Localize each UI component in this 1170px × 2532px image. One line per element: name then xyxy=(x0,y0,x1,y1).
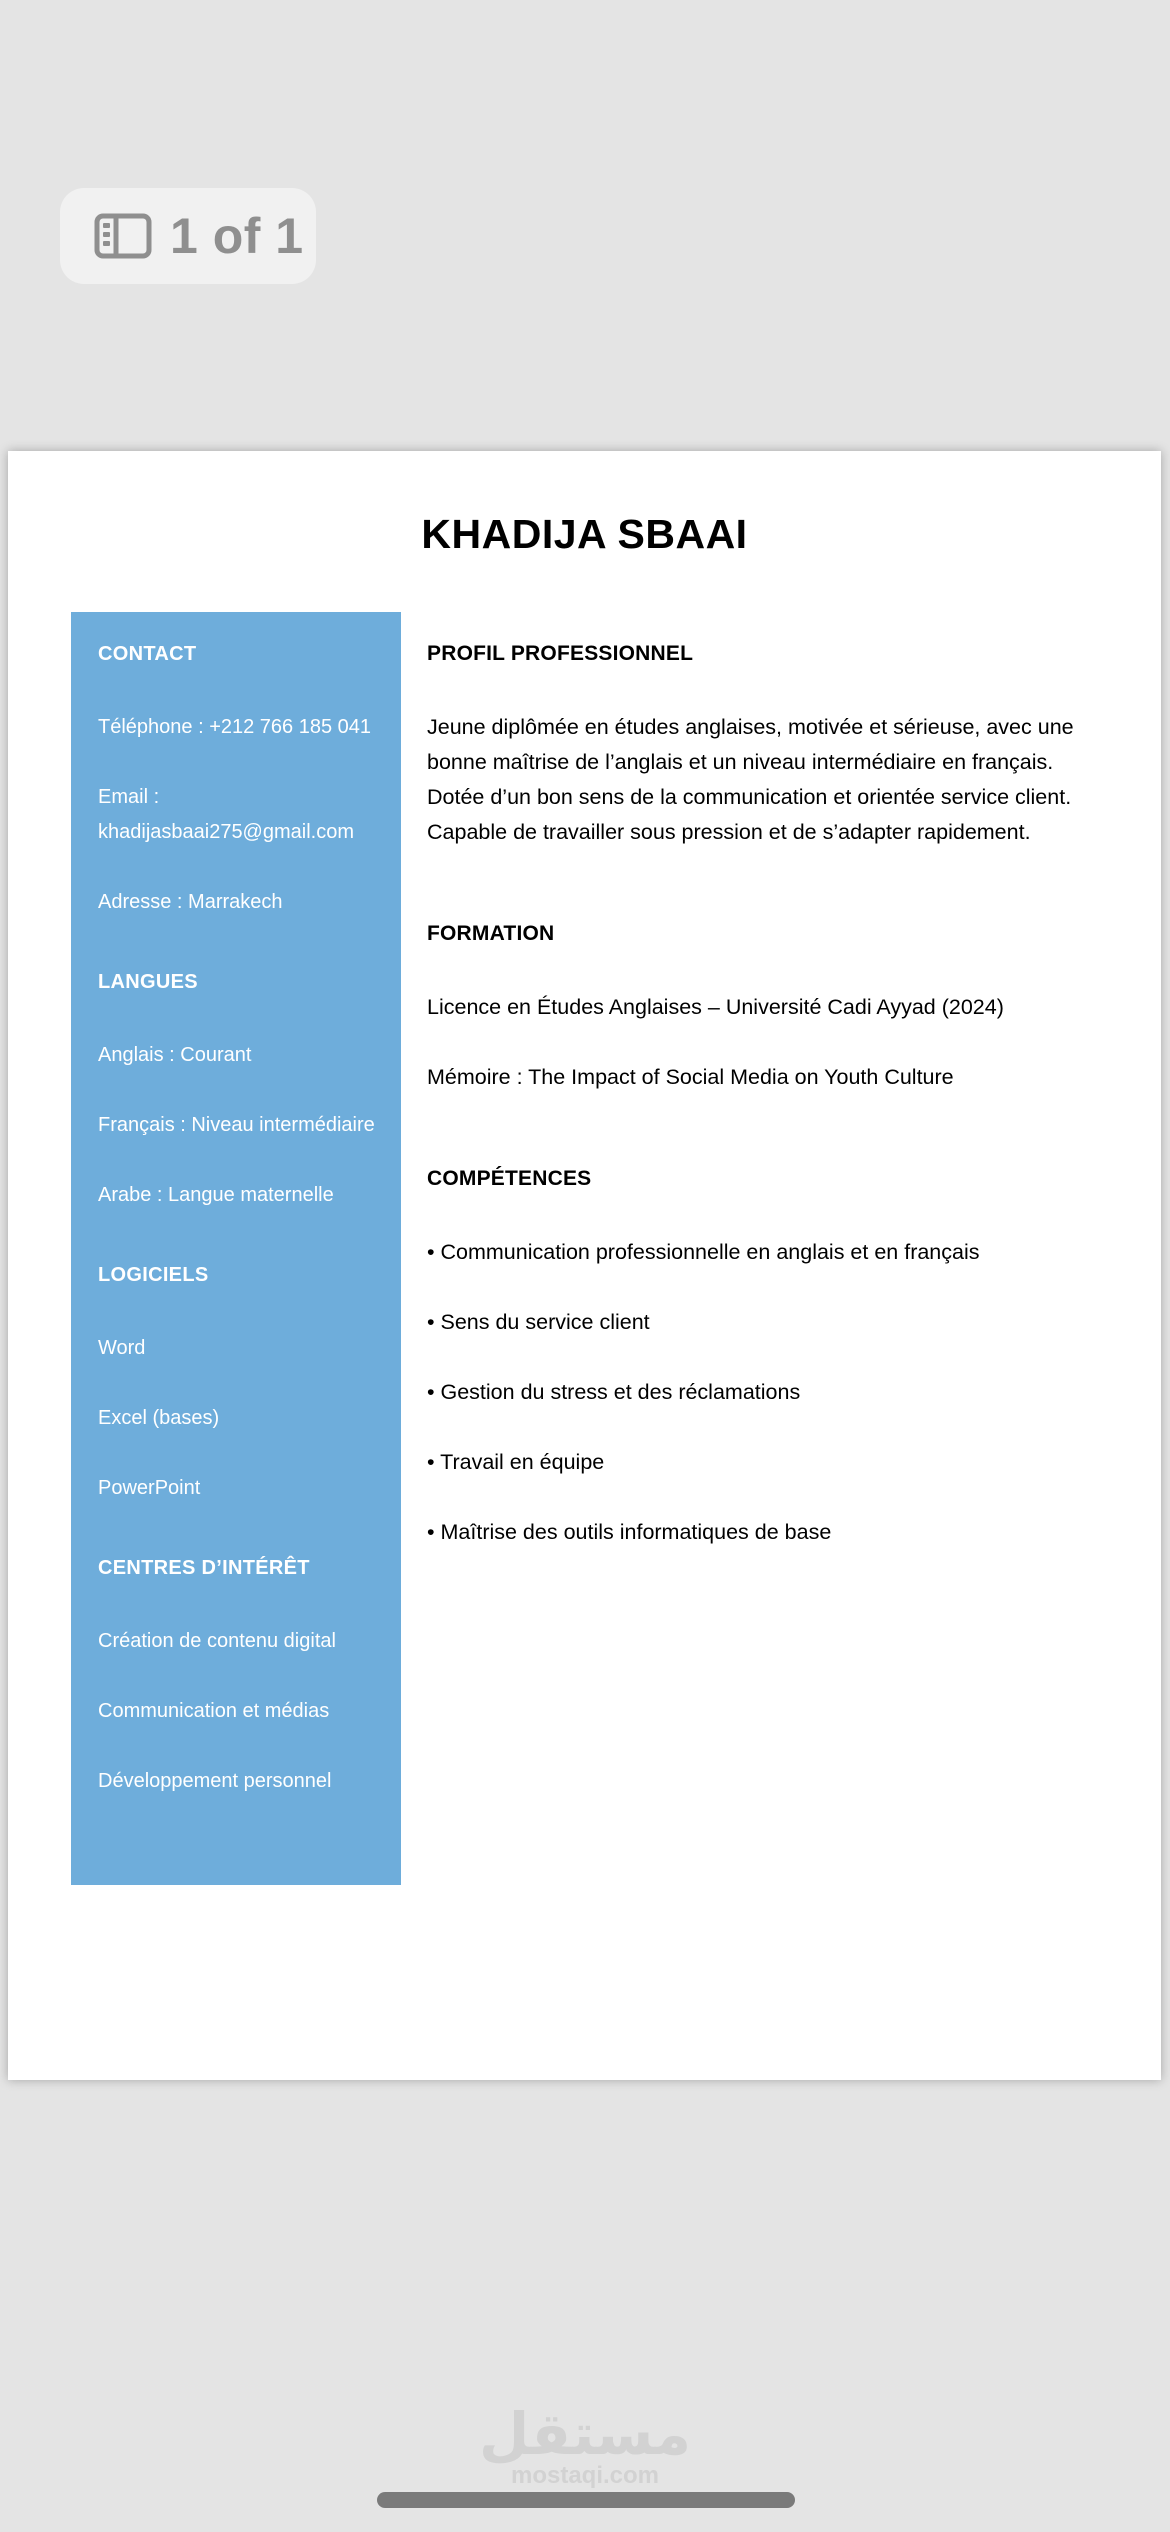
sidebar-heading: CONTACT xyxy=(98,643,197,665)
interest-item: Développement personnel xyxy=(98,1770,332,1792)
interest-item: Communication et médias xyxy=(98,1700,330,1722)
resume-main xyxy=(427,640,1107,1620)
skill-item: • Maîtrise des outils informatiques de base xyxy=(427,1520,832,1544)
home-indicator[interactable] xyxy=(377,2492,795,2508)
watermark xyxy=(0,2400,1170,2489)
watermark-logo: مستقل xyxy=(478,2400,692,2468)
contact-address: Adresse : Marrakech xyxy=(98,891,283,913)
contact-email: Email : khadijasbaai275@gmail.com xyxy=(98,786,354,843)
software-item: Word xyxy=(98,1337,146,1359)
profile-text: Jeune diplômée en études anglaises, motivée et sérieuse, avec une bonne maîtrise de l’anglais et un niveau intermédiaire en français. Dotée d’un bon sens de la communication et orientée service client. Capable de travailler sous pression et de s’adapter rapidement. xyxy=(427,715,1074,844)
sidebar-section-langues xyxy=(98,968,401,1213)
section-competences xyxy=(427,1165,1107,1550)
watermark-url: mostaqi.com xyxy=(510,2462,660,2489)
language-item: Anglais : Courant xyxy=(98,1044,252,1066)
resume-sidebar xyxy=(71,612,401,1885)
section-heading: PROFIL PROFESSIONNEL xyxy=(427,642,694,665)
formation-item: Mémoire : The Impact of Social Media on Youth Culture xyxy=(427,1065,954,1089)
sidebar-icon xyxy=(94,213,152,259)
section-formation xyxy=(427,920,1107,1095)
contact-phone: Téléphone : +212 766 185 041 xyxy=(98,716,372,738)
formation-item: Licence en Études Anglaises – Université Cadi Ayyad (2024) xyxy=(427,995,1004,1019)
interest-item: Création de contenu digital xyxy=(98,1630,336,1652)
section-heading: FORMATION xyxy=(427,922,555,945)
sidebar-heading: LANGUES xyxy=(98,971,198,993)
sidebar-section-contact xyxy=(98,640,401,920)
language-item: Français : Niveau intermédiaire xyxy=(98,1114,375,1136)
skill-item: • Travail en équipe xyxy=(427,1450,605,1474)
sidebar-heading: CENTRES D’INTÉRÊT xyxy=(98,1557,310,1579)
skill-item: • Gestion du stress et des réclamations xyxy=(427,1380,801,1404)
page-indicator-label: 1 of 1 xyxy=(170,208,304,264)
resume-name: KHADIJA SBAAI xyxy=(421,511,748,557)
software-item: PowerPoint xyxy=(98,1477,201,1499)
language-item: Arabe : Langue maternelle xyxy=(98,1184,334,1206)
skill-item: • Sens du service client xyxy=(427,1310,650,1334)
section-profil xyxy=(427,640,1107,850)
document-page xyxy=(8,451,1161,2080)
section-heading: COMPÉTENCES xyxy=(427,1167,592,1190)
page-indicator[interactable] xyxy=(60,188,316,284)
software-item: Excel (bases) xyxy=(98,1407,220,1429)
sidebar-section-interets xyxy=(98,1554,401,1799)
sidebar-section-logiciels xyxy=(98,1261,401,1506)
sidebar-heading: LOGICIELS xyxy=(98,1264,209,1286)
skill-item: • Communication professionnelle en anglais et en français xyxy=(427,1240,980,1264)
